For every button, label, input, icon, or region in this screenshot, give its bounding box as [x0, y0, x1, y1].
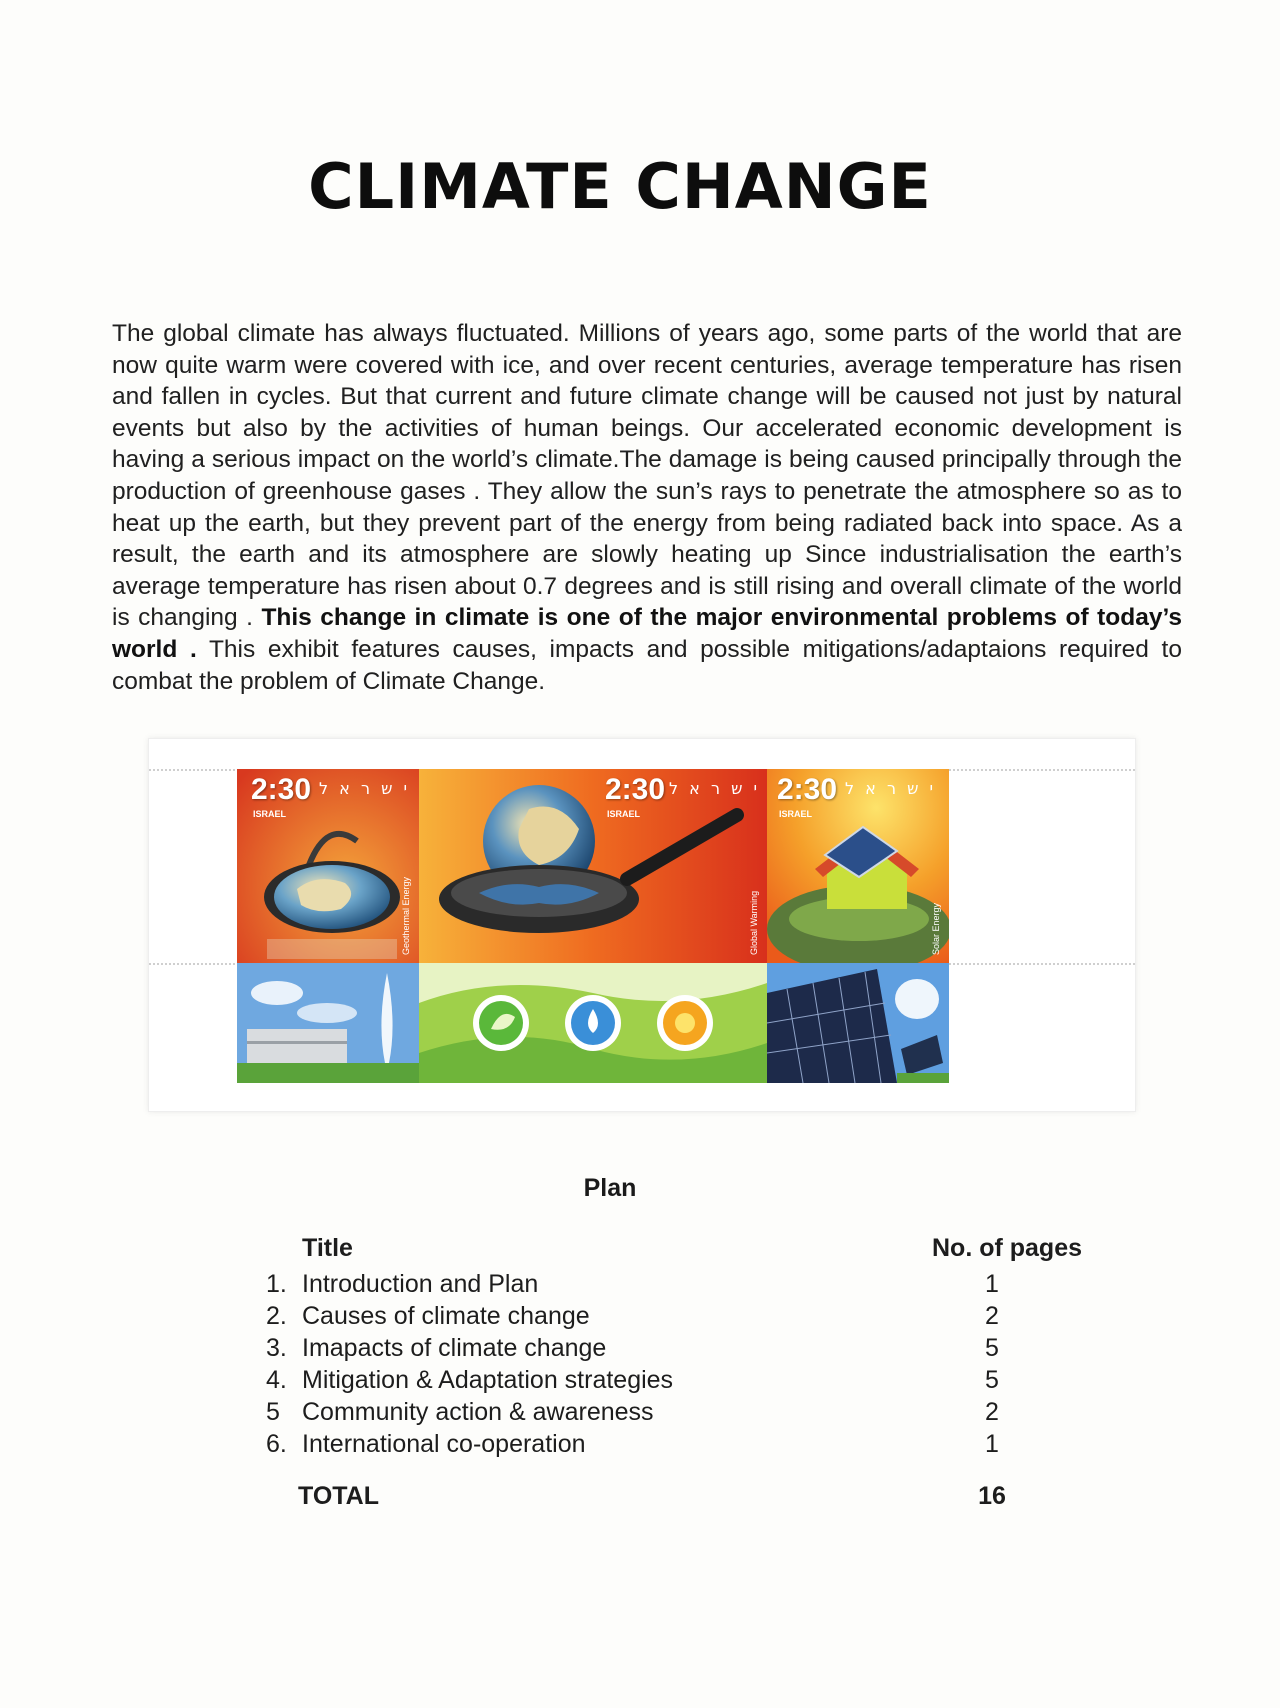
stamp-caption: Geothermal Energy — [401, 876, 411, 955]
row-title: Mitigation & Adaptation strategies — [302, 1366, 674, 1394]
solar-panels-icon — [767, 963, 949, 1083]
intro-emphasis: This change in climate is one of the major environmental problems of today’s world . — [112, 604, 1183, 663]
stamp-caption: Solar Energy — [931, 902, 941, 955]
stamp-tab-geothermal — [237, 963, 419, 1083]
row-title: International co-operation — [302, 1430, 586, 1458]
plan-table-header — [256, 1234, 1116, 1270]
stamp-country: ISRAEL — [607, 809, 641, 819]
stamp-geothermal — [237, 769, 419, 963]
stamp-country-hebrew: י ש ר א ל — [669, 779, 761, 798]
row-pages: 2 — [985, 1398, 999, 1426]
stamp-country-hebrew: י ש ר א ל — [319, 779, 411, 798]
table-total-row — [256, 1482, 1116, 1518]
stamp-global-warming-art — [419, 769, 767, 963]
stamp-country: ISRAEL — [253, 809, 287, 819]
row-pages: 5 — [985, 1366, 999, 1394]
table-row — [256, 1398, 1116, 1430]
row-title: Introduction and Plan — [302, 1270, 539, 1298]
row-number: 3. — [266, 1334, 287, 1362]
plan-table — [256, 1234, 1116, 1518]
row-pages: 5 — [985, 1334, 999, 1362]
stamp-sheet — [148, 738, 1136, 1112]
intro-paragraph — [112, 318, 1182, 697]
table-row — [256, 1366, 1116, 1398]
table-row — [256, 1334, 1116, 1366]
row-title: Causes of climate change — [302, 1302, 590, 1330]
row-number: 1. — [266, 1270, 287, 1298]
row-title: Community action & awareness — [302, 1398, 654, 1426]
column-header-pages: No. of pages — [932, 1234, 1083, 1262]
eco-icons-panel — [419, 963, 767, 1083]
stamp-denomination: 2:30 — [605, 773, 666, 806]
stamp-denomination: 2:30 — [777, 773, 838, 806]
intro-text: The global climate has always fluctuated. Millions of years ago, some parts of the world that are now quite warm were covered with ice, and over recent centuries, average temperature has risen and fallen in cycles. But that current and future climate change will be caused not just by natural events but also by the activities of human beings. Our accelerated economic development is having a serious impact on the world’s climate.The damage is being caused principally through the production of greenhouse gases . They allow the sun’s rays to penetrate the atmosphere so as to heat up the earth, but they prevent part of the energy from being radiated back into space. As a result, the earth and its atmosphere are slowly heating up Since industrialisation the earth’s average temperature has risen about 0.7 degrees and is still rising and overall climate of the world is changing . — [112, 320, 1182, 632]
table-row — [256, 1430, 1116, 1462]
stamp-tab-eco — [419, 963, 767, 1083]
stamp-denomination: 2:30 — [251, 773, 312, 806]
page-title: CLIMATE CHANGE — [308, 150, 932, 223]
total-value: 16 — [978, 1482, 1006, 1510]
stamp-global-warming — [419, 769, 767, 963]
stamp-country: ISRAEL — [779, 809, 813, 819]
plan-heading: Plan — [583, 1174, 637, 1202]
intro-text-end: This exhibit features causes, impacts and possible mitigations/adaptaions required to combat the problem of Climate Change. — [112, 635, 1182, 695]
row-number: 5 — [266, 1398, 280, 1426]
total-label: TOTAL — [298, 1482, 380, 1510]
row-pages: 1 — [985, 1430, 999, 1458]
stamp-strip — [237, 769, 1015, 1083]
row-number: 6. — [266, 1430, 287, 1458]
column-header-title: Title — [302, 1234, 353, 1262]
row-pages: 1 — [985, 1270, 999, 1298]
row-title: Imapacts of climate change — [302, 1334, 607, 1362]
row-pages: 2 — [985, 1302, 999, 1330]
table-row — [256, 1302, 1116, 1334]
geothermal-plant-icon — [237, 963, 419, 1083]
stamp-caption: Global Warming — [749, 890, 759, 955]
stamp-country-hebrew: י ש ר א ל — [845, 779, 937, 798]
row-number: 4. — [266, 1366, 287, 1394]
table-row — [256, 1270, 1116, 1302]
stamp-solar — [767, 769, 949, 963]
row-number: 2. — [266, 1302, 287, 1330]
stamp-tab-solar — [767, 963, 949, 1083]
